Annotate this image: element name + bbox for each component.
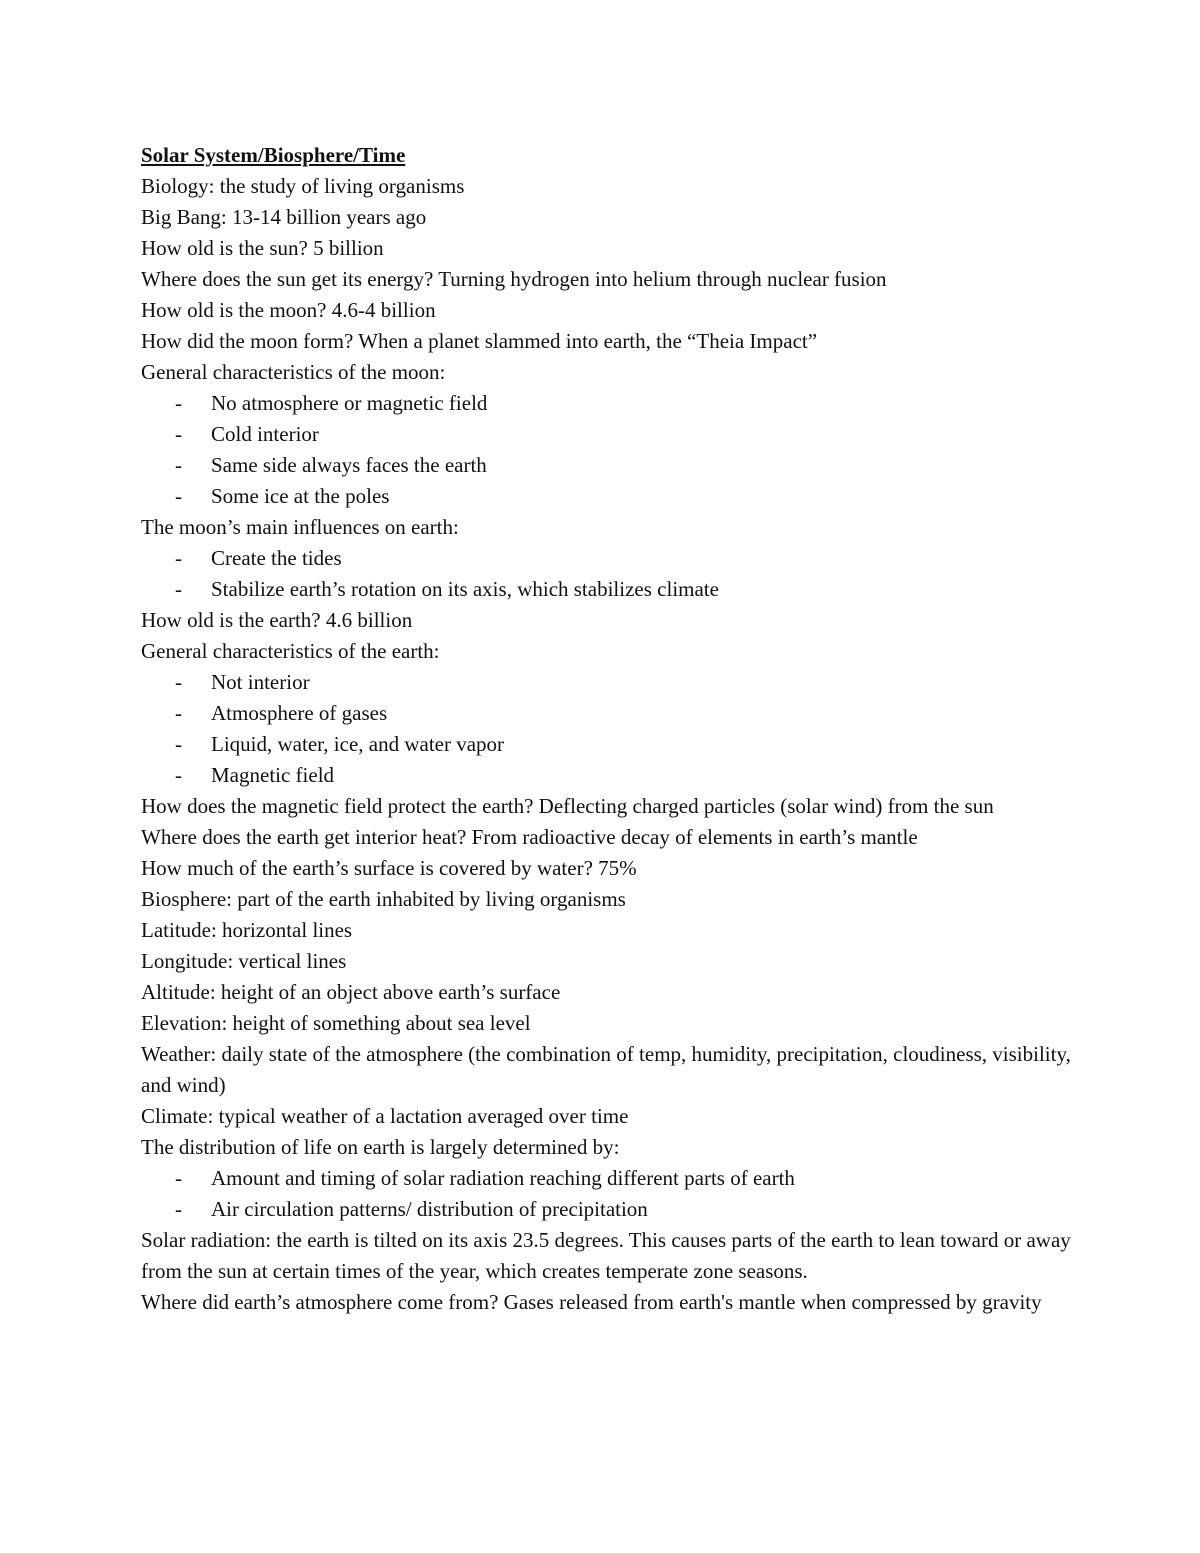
text-line: Where does the earth get interior heat? From radioactive decay of elements in earth’s mantle <box>141 825 918 849</box>
bullet-item: - Stabilize earth’s rotation on its axis, which stabilizes climate <box>141 574 1071 605</box>
text-line: How old is the sun? 5 billion <box>141 236 384 260</box>
text-line: Altitude: height of an object above earth’s surface <box>141 980 561 1004</box>
bullet-item: - Air circulation patterns/ distribution of precipitation <box>141 1194 1071 1225</box>
bullet-item: - Magnetic field <box>141 760 1071 791</box>
bullet-item: - Not interior <box>141 667 1071 698</box>
text-line: The moon’s main influences on earth: <box>141 515 459 539</box>
text-line: Biosphere: part of the earth inhabited by living organisms <box>141 887 626 911</box>
bullet-list <box>141 1163 1071 1225</box>
text-line: Weather: daily state of the atmosphere (the combination of temp, humidity, precipitation, cloudiness, visibility, and wind) <box>141 1042 1071 1097</box>
bullet-item: - Cold interior <box>141 419 1071 450</box>
text-line: Latitude: horizontal lines <box>141 918 353 942</box>
text-line: How does the magnetic field protect the earth? Deflecting charged particles (solar wind) from the sun <box>141 794 994 818</box>
bullet-item: - Atmosphere of gases <box>141 698 1071 729</box>
text-line: Where did earth’s atmosphere come from? Gases released from earth's mantle when compressed by gravity <box>141 1290 1042 1314</box>
text-line: Biology: the study of living organisms <box>141 174 465 198</box>
text-line: Where does the sun get its energy? Turning hydrogen into helium through nuclear fusion <box>141 267 887 291</box>
text-line: The distribution of life on earth is largely determined by: <box>141 1135 620 1159</box>
text-line: General characteristics of the earth: <box>141 639 440 663</box>
bullet-item: - Amount and timing of solar radiation reaching different parts of earth <box>141 1163 1071 1194</box>
document-title: Solar System/Biosphere/Time <box>141 143 406 167</box>
text-line: How much of the earth’s surface is covered by water? 75% <box>141 856 637 880</box>
bullet-list <box>141 543 1071 605</box>
text-line: How old is the moon? 4.6-4 billion <box>141 298 436 322</box>
text-line: Elevation: height of something about sea level <box>141 1011 531 1035</box>
text-line: Solar radiation: the earth is tilted on its axis 23.5 degrees. This causes parts of the earth to lean toward or away from the sun at certain times of the year, which creates temperate zone seasons. <box>141 1228 1071 1283</box>
text-line: How did the moon form? When a planet slammed into earth, the “Theia Impact” <box>141 329 818 353</box>
bullet-item: - Some ice at the poles <box>141 481 1071 512</box>
bullet-item: - Create the tides <box>141 543 1071 574</box>
document-body <box>141 171 1071 1318</box>
text-line: Climate: typical weather of a lactation averaged over time <box>141 1104 629 1128</box>
bullet-list <box>141 667 1071 791</box>
bullet-item: - Same side always faces the earth <box>141 450 1071 481</box>
text-line: How old is the earth? 4.6 billion <box>141 608 413 632</box>
text-line: Big Bang: 13-14 billion years ago <box>141 205 427 229</box>
text-line: Longitude: vertical lines <box>141 949 347 973</box>
bullet-item: - Liquid, water, ice, and water vapor <box>141 729 1071 760</box>
bullet-list <box>141 388 1071 512</box>
bullet-item: - No atmosphere or magnetic field <box>141 388 1071 419</box>
text-line: General characteristics of the moon: <box>141 360 446 384</box>
document-page <box>141 140 1071 1318</box>
